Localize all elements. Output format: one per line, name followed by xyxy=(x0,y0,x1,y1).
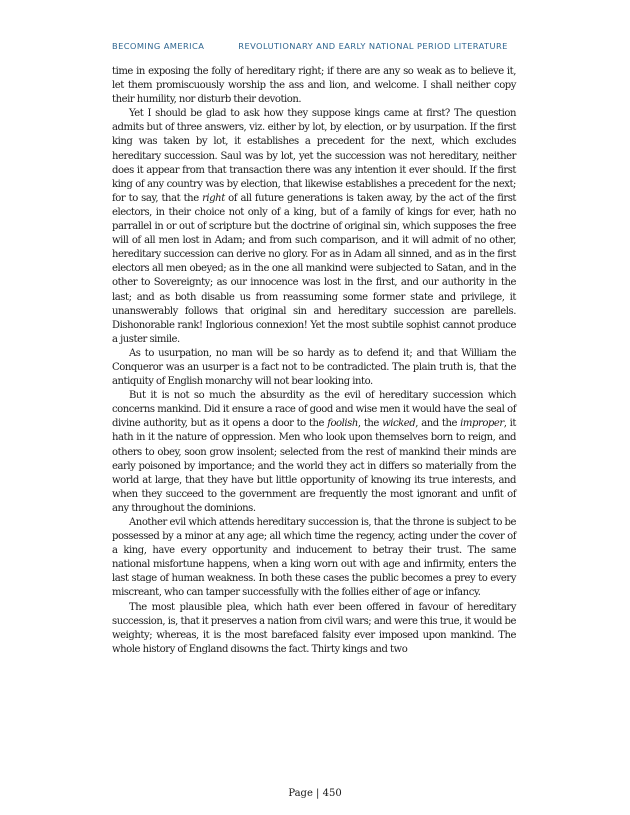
italic-text: foolish xyxy=(327,418,358,430)
header-book-title: BECOMING AMERICA xyxy=(112,41,205,51)
text-run: Another evil which attends hereditary succession is, that the throne is subject to be possessed by a minor at any age; all which time the regency, acting under the cover of a king, have every opportunity and inducement to betray their trust. The same national misfortune happens, when a king worn out with age and infirmity, enters the last stage of human weakness. In both these cases the public becomes a prey to every miscreant, who can tamper successfully with the follies either of age or infancy. xyxy=(112,517,516,599)
page-number: Page | 450 xyxy=(288,788,342,799)
text-run: The most plausible plea, which hath ever been offered in favour of hereditary succession, is, that it preserves a nation from civil wars; and were this true, it would be weighty; whereas, it is the most barefaced falsity ever imposed upon mankind. The whole history of England disowns the fact. Thirty kings and two xyxy=(112,601,516,655)
body-text xyxy=(112,65,516,657)
header-section-title: REVOLUTIONARY AND EARLY NATIONAL PERIOD LITERATURE xyxy=(238,41,508,51)
paragraph xyxy=(112,107,516,347)
paragraph xyxy=(112,347,516,389)
paragraph xyxy=(112,389,516,516)
text-run: As to usurpation, no man will be so hardy as to defend it; and that William the Conqueror was an usurper is a fact not to be contradicted. The plain truth is, that the antiquity of English monarchy will not bear looking into. xyxy=(112,347,516,388)
text-run: time in exposing the folly of hereditary right; if there are any so weak as to believe it, let them promiscuously worship the ass and lion, and welcome. I shall neither copy their humility, nor disturb their devotion. xyxy=(112,66,516,106)
paragraph xyxy=(112,516,516,601)
text-run: of all future generations is taken away, by the act of the first electors, in their choice not only of a king, but of a family of kings for ever, hath no parrallel in or out of scripture but the doctrine of original sin, which supposes the free will of all men lost in Adam; and from such comparison, and it will admit of no other, hereditary succession can derive no glory. For as in Adam all sinned, and as in the first electors all men obeyed; as in the one all mankind were subjected to Satan, and in the other to Sovereignty; as our innocence was lost in the first, and our authority in the last; and as both disable us from reassuming some former state and privilege, it unanswerably follows that original sin and hereditary succession are parellels. Dishonorable rank! Inglorious connexion! Yet the most subtile sophist cannot produce a juster simile. xyxy=(112,192,516,345)
text-run: Yet I should be glad to ask how they suppose kings came at first? The question admits but of three answers, viz. either by lot, by election, or by usurpation. If the first king was taken by lot, it establishes a precedent for the next, which excludes hereditary succession. Saul was by lot, yet the succession was not hereditary, neither does it appear from that transaction there was any intention it ever should. If the first king of any country was by election, that likewise establishes a precedent for the next; for to say, that the xyxy=(112,108,516,204)
text-run: , and the xyxy=(415,418,461,430)
italic-text: wicked xyxy=(382,418,416,430)
italic-text: improper xyxy=(460,418,504,430)
text-run: But it is not so much the absurdity as the evil of hereditary succession which concerns mankind. Did it ensure a race of good and wise men it would have the seal of divine authority, but as it opens a door to the xyxy=(112,390,516,430)
italic-text: right xyxy=(202,192,225,204)
running-header xyxy=(112,41,508,51)
paragraph xyxy=(112,65,516,107)
text-run: , the xyxy=(357,418,383,430)
text-run: , it hath in it the nature of oppression. Men who look upon themselves born to reign, and others to obey, soon grow insolent; selected from the rest of mankind their minds are early poisoned by importance; and the world they act in differs so materially from the world at large, that they have but little opportunity of knowing its true interests, and when they succeed to the government are frequently the most ignorant and unfit of any throughout the dominions. xyxy=(112,418,516,514)
paragraph xyxy=(112,601,516,657)
